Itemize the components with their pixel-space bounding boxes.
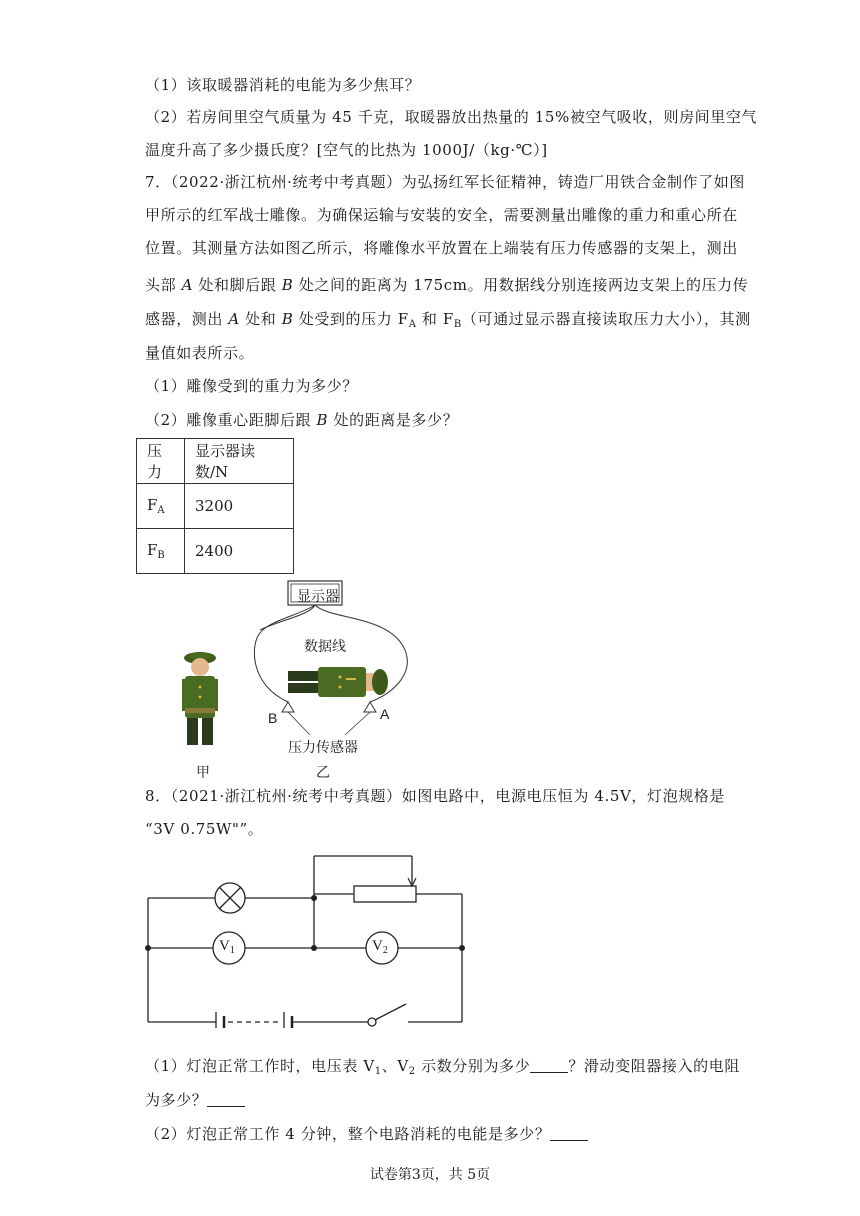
table-header-cell: 显示器读数/N — [185, 439, 294, 484]
answer-blank[interactable] — [550, 1126, 588, 1141]
circuit-diagram — [140, 848, 470, 1028]
q8-part2: （2）灯泡正常工作 4 分钟，整个电路消耗的电能是多少？ — [145, 1124, 588, 1144]
table-row — [137, 529, 294, 574]
q8-part1-line2: 为多少？ — [145, 1090, 245, 1110]
caption-yi: 乙 — [316, 765, 330, 781]
answer-blank[interactable] — [207, 1092, 245, 1107]
point-a-label: A — [380, 706, 390, 722]
readings-table — [136, 438, 294, 574]
q7-line4: 头部 A 处和脚后跟 B 处之间的距离为 175cm。用数据线分别连接两边支架上的压力传 — [145, 276, 749, 294]
q6-part1: （1）该取暖器消耗的电能为多少焦耳？ — [145, 76, 421, 94]
table-header-cell: 压力 — [137, 439, 185, 484]
horizontal-statue — [288, 667, 388, 697]
q6-part2-line1: （2）若房间里空气质量为 45 千克，取暖器放出热量的 15%被空气吸收，则房间里空气 — [145, 108, 758, 126]
standing-statue — [182, 652, 218, 745]
q8-part1-line1: （1）灯泡正常工作时，电压表 $V_1$、$V_2$ 示数分别为多少 ？滑动变阻器接入的电阻 — [145, 1057, 740, 1077]
sensor-label: 压力传感器 — [288, 740, 358, 756]
caption-jia: 甲 — [196, 765, 210, 781]
table-header-row — [137, 439, 294, 484]
q7-line6: 量值如表所示。 — [145, 344, 255, 362]
page-footer: 试卷第3页，共 5页 — [369, 1167, 491, 1183]
q7-line2: 甲所示的红军战士雕像。为确保运输与安装的安全，需要测量出雕像的重力和重心所在 — [145, 206, 738, 224]
q6-part2-line2: 温度升高了多少摄氏度？[空气的比热为 1000J/（kg·℃）] — [145, 141, 548, 159]
point-b-label: B — [268, 710, 278, 726]
display-label: 显示器 — [297, 589, 339, 605]
q8-line1: 8．（2021·浙江杭州·统考中考真题）如图电路中，电源电压恒为 4.5V，灯泡规格是 — [145, 787, 726, 805]
table-cell-value: 3200 — [185, 484, 294, 529]
answer-blank[interactable] — [530, 1058, 568, 1073]
table-row — [137, 484, 294, 529]
q7-part1: （1）雕像受到的重力为多少？ — [145, 377, 358, 395]
q7-line1: 7．（2022·浙江杭州·统考中考真题）为弘扬红军长征精神，铸造厂用铁合金制作了如图 — [145, 173, 745, 191]
table-cell-label: $F_A$ — [137, 484, 185, 529]
data-line-label: 数据线 — [304, 639, 346, 655]
q8-line2: “3V 0.75W"”。 — [145, 820, 264, 838]
voltmeter-v1-label: $V_1$ — [219, 938, 235, 956]
q7-line5: 感器，测出 A 处和 B 处受到的压力 $F_A$ 和 $F_B$（可通过显示器直接读取压力大小），其测 — [145, 310, 751, 330]
voltmeter-v2-label: $V_2$ — [372, 938, 388, 956]
table-cell-label: $F_B$ — [137, 529, 185, 574]
q7-part2: （2）雕像重心距脚后跟 B 处的距离是多少？ — [145, 411, 459, 429]
q7-line3: 位置。其测量方法如图乙所示，将雕像水平放置在上端装有压力传感器的支架上，测出 — [145, 239, 738, 257]
table-cell-value: 2400 — [185, 529, 294, 574]
